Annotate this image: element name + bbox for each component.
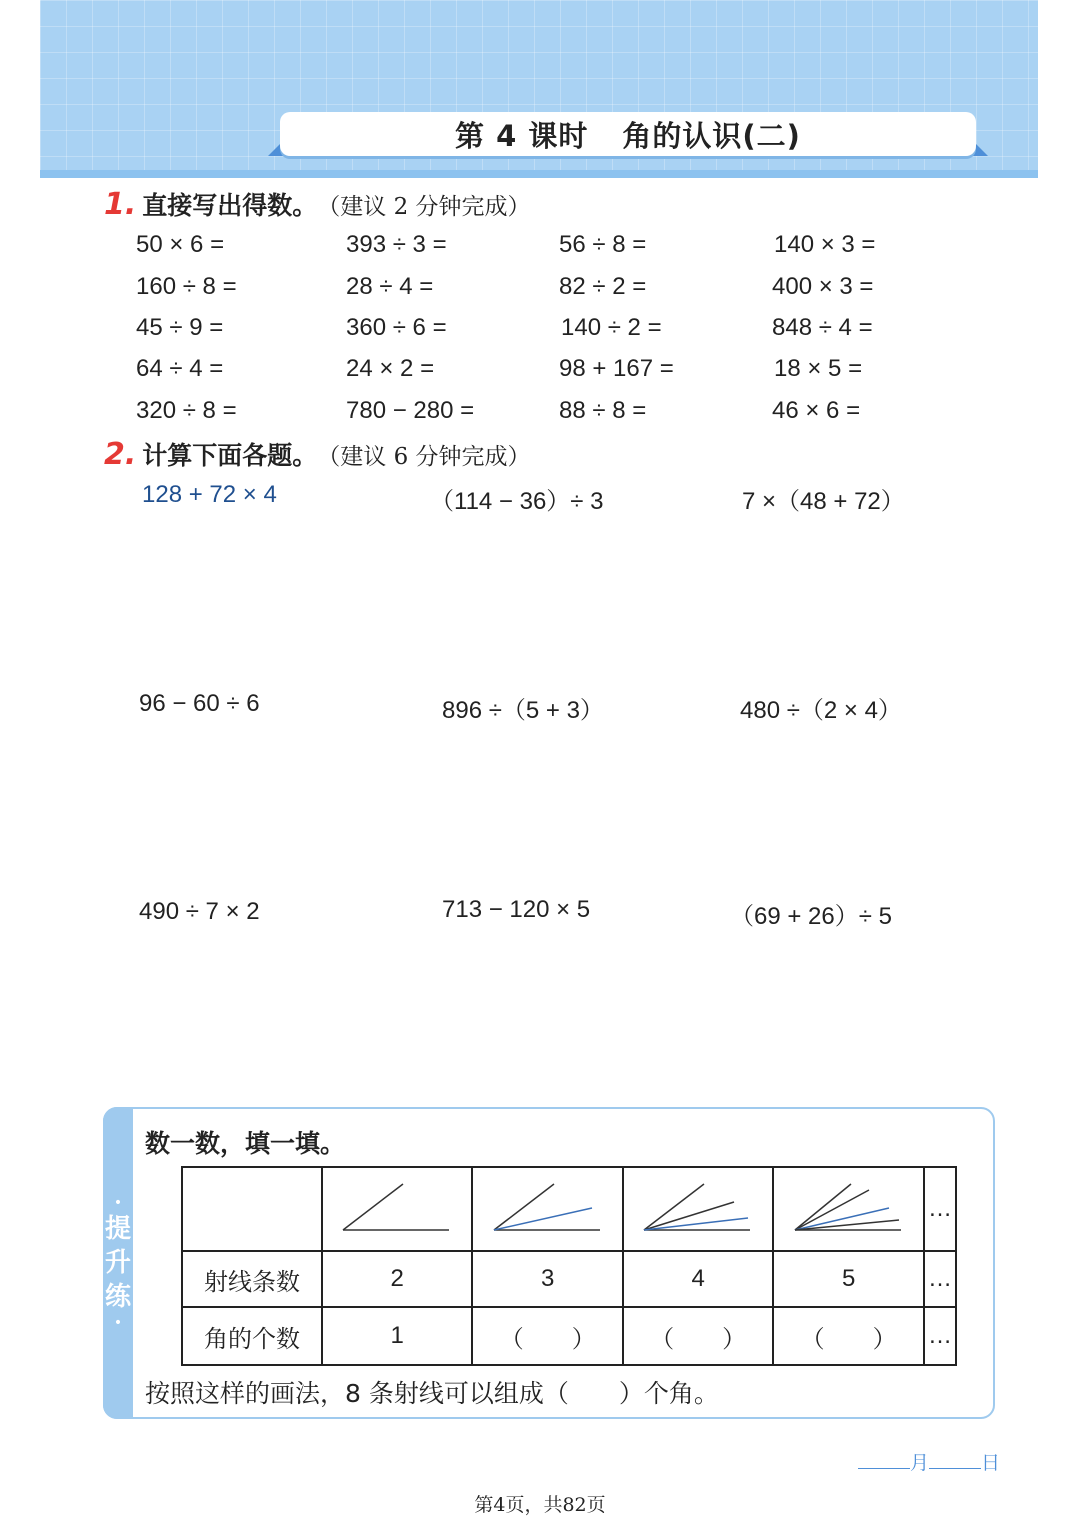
side-char: 练: [104, 1282, 131, 1312]
s2-item: （114 − 36）÷ 3: [430, 488, 604, 515]
angles-row-label: 角的个数: [182, 1307, 322, 1365]
s1-item: 50 × 6 =: [136, 231, 225, 258]
rays-row-label: 射线条数: [182, 1251, 322, 1307]
practice-question: 按照这样的画法，8 条射线可以组成（ ）个角。: [145, 1379, 719, 1408]
s1-item: 98 + 167 =: [559, 355, 674, 382]
s2-item: 713 − 120 × 5: [442, 896, 591, 923]
s1-item: 140 × 3 =: [774, 231, 876, 258]
rays-angles-table: [181, 1166, 957, 1366]
section1-number: 1.: [104, 187, 137, 222]
month-blank[interactable]: [858, 1468, 910, 1469]
s1-item: 46 × 6 =: [772, 397, 861, 424]
section2-hint: （建议 6 分钟完成）: [317, 444, 531, 470]
side-char: 升: [104, 1248, 131, 1278]
s1-item: 780 − 280 =: [346, 397, 475, 424]
s2-item: （69 + 26）÷ 5: [730, 903, 892, 930]
s1-item: 64 ÷ 4 =: [136, 355, 224, 382]
angles-blank[interactable]: （ ）: [623, 1307, 773, 1365]
page-footer: 第4页，共82页: [474, 1494, 606, 1516]
section1-hint: （建议 2 分钟完成）: [317, 194, 531, 220]
ray-figure-5: [773, 1167, 923, 1251]
s1-item: 360 ÷ 6 =: [346, 314, 447, 341]
rays-count: 2: [322, 1251, 472, 1307]
rays-count: 3: [472, 1251, 622, 1307]
figure-ellipsis: …: [924, 1167, 956, 1251]
section2-title: 计算下面各题。: [142, 441, 318, 470]
practice-side-label: • 提 升 练 •: [103, 1107, 133, 1419]
ray-figure-2: [322, 1167, 472, 1251]
s1-item: 82 ÷ 2 =: [559, 273, 647, 300]
s1-item: 56 ÷ 8 =: [559, 231, 647, 258]
s2-item: 490 ÷ 7 × 2: [139, 898, 260, 925]
section2-number: 2.: [104, 437, 137, 472]
angles-blank[interactable]: （ ）: [472, 1307, 622, 1365]
rays-count: 4: [623, 1251, 773, 1307]
s1-item: 320 ÷ 8 =: [136, 397, 237, 424]
lesson-title: 角的认识(二): [622, 118, 801, 153]
s1-item: 160 ÷ 8 =: [136, 273, 237, 300]
s1-item: 18 × 5 =: [774, 355, 863, 382]
s1-item: 88 ÷ 8 =: [559, 397, 647, 424]
s1-item: 24 × 2 =: [346, 355, 435, 382]
section1-heading: [104, 186, 531, 222]
ray-figure-4: [623, 1167, 773, 1251]
s2-item: 7 ×（48 + 72）: [742, 488, 905, 515]
side-char: 提: [104, 1214, 131, 1244]
s2-item: 96 − 60 ÷ 6: [139, 690, 260, 717]
s2-item: 480 ÷（2 × 4）: [740, 697, 902, 724]
date-fields: [858, 1448, 1000, 1475]
practice-title: 数一数，填一填。: [145, 1129, 346, 1158]
lesson-number: 第 4 课时: [455, 118, 589, 153]
s2-item: 128 + 72 × 4: [142, 481, 277, 508]
empty-header-cell: [182, 1167, 322, 1251]
angles-count: …: [924, 1307, 956, 1365]
month-label: 月: [910, 1452, 930, 1474]
s2-item: 896 ÷（5 + 3）: [442, 697, 604, 724]
angles-count: 1: [322, 1307, 472, 1365]
rays-count: …: [924, 1251, 956, 1307]
s1-item: 28 ÷ 4 =: [346, 273, 434, 300]
ray-figure-3: [472, 1167, 622, 1251]
section2-heading: [104, 436, 531, 472]
s1-item: 848 ÷ 4 =: [772, 314, 873, 341]
angles-blank[interactable]: （ ）: [773, 1307, 923, 1365]
section1-title: 直接写出得数。: [142, 191, 318, 220]
lesson-title-bar: [280, 112, 976, 156]
s1-item: 400 × 3 =: [772, 273, 874, 300]
day-blank[interactable]: [929, 1468, 981, 1469]
day-label: 日: [981, 1452, 1001, 1474]
rays-count: 5: [773, 1251, 923, 1307]
s1-item: 140 ÷ 2 =: [561, 314, 662, 341]
s1-item: 45 ÷ 9 =: [136, 314, 224, 341]
s1-item: 393 ÷ 3 =: [346, 231, 447, 258]
